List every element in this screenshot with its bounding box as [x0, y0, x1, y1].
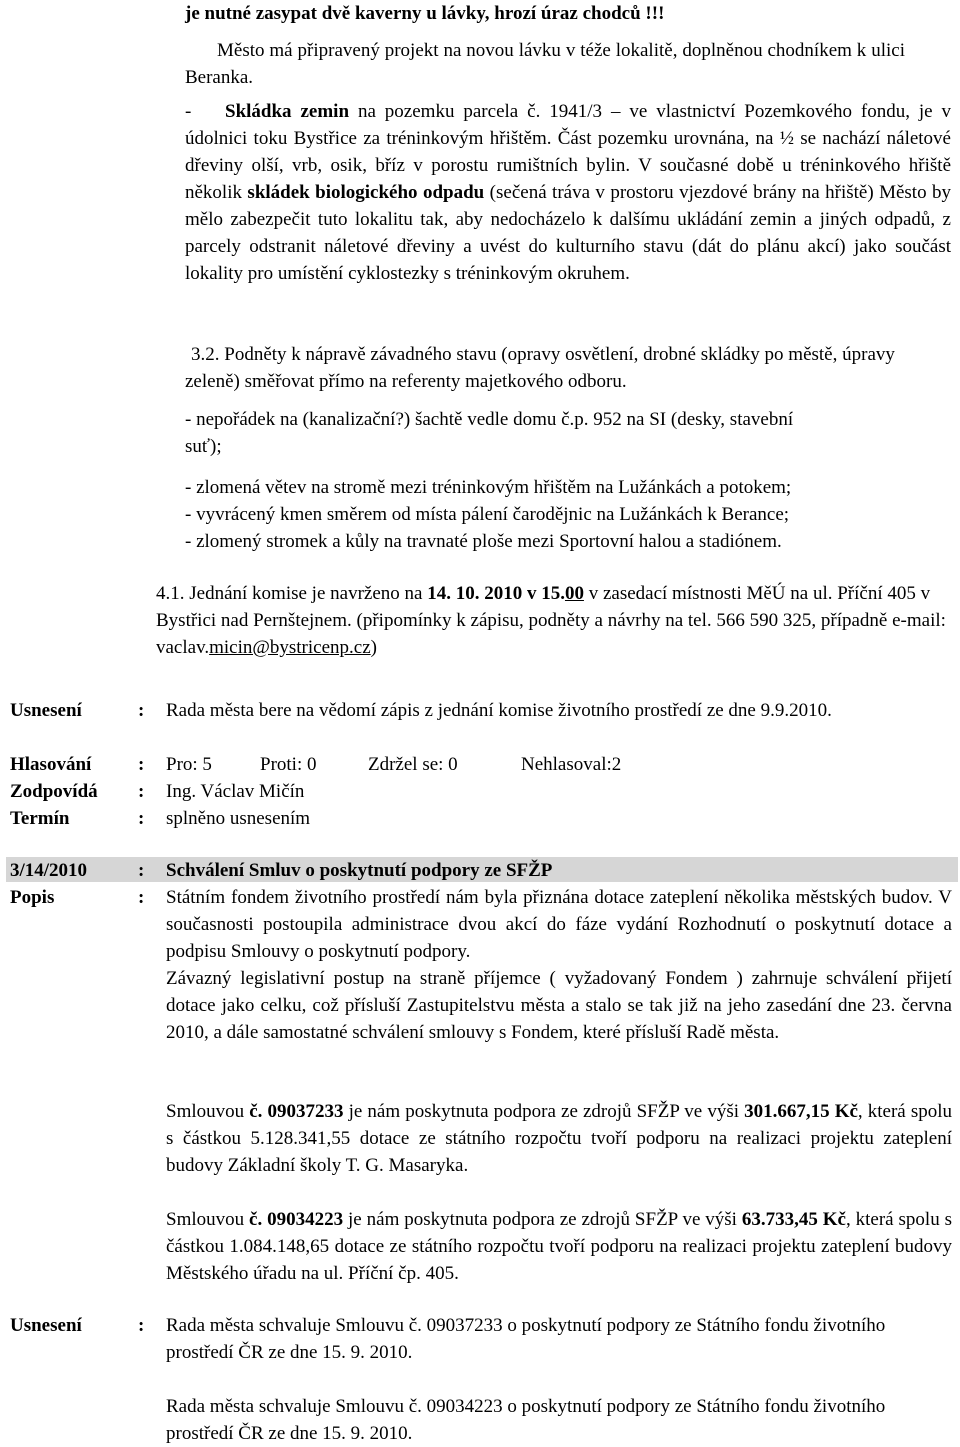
item-number: 3/14/2010	[10, 860, 88, 881]
contract-2-detail: , která spolu s částkou 1.084.148,65 dotace ze státního rozpočtu tvoří podporu na realizaci projektu zateplení budovy Městského úřadu na ul. Příční čp. 405.	[166, 1209, 952, 1284]
vote-zdrzel: Zdržel se: 0	[368, 754, 458, 775]
contract-2-amount: 63.733,45 Kč	[741, 1209, 846, 1230]
item-header-row	[10, 857, 952, 884]
label-hlasovani: Hlasování	[10, 754, 92, 775]
vote-pro: Pro: 5	[166, 754, 212, 775]
issue-list-item-3: - vyvrácený kmen směrem od místa pálení čarodějnic na Lužánkách k Berance;	[185, 504, 790, 525]
dump-text-2: (sečená tráva v prostoru vjezdové brány na hřiště) Město by mělo zabezpečit tuto lokalitu tak, aby nedocházelo k dalšímu ukládání zemin a jiných odpadů, z parcely odstranit náletové dřeviny a uvést do kulturního stavu (dát do plánu akcí) jako součást lokality pro umístění cyklostezky s tréninkovým okruhem.	[185, 182, 951, 284]
separator-colon: :	[138, 860, 145, 881]
contract-1-lead: Smlouvou	[166, 1101, 250, 1122]
contract-1-number: č. 09037233	[249, 1101, 344, 1122]
vote-row	[10, 751, 952, 778]
contract-1-text: je nám poskytnuta podpora ze zdrojů SFŽP ve výši	[343, 1101, 745, 1122]
resolution-text: Rada města bere na vědomí zápis z jednání komise životního prostředí ze dne 9.9.2010.	[166, 700, 832, 721]
vote-values	[166, 751, 952, 778]
dump-heading: Skládka zemin	[225, 101, 350, 122]
issue-list-item-4: - zlomený stromek a kůly na travnaté ploše mezi Sportovní halou a stadiónem.	[185, 531, 782, 552]
item-title: Schválení Smluv o poskytnutí podpory ze SFŽP	[166, 860, 553, 881]
separator-colon: :	[138, 808, 145, 829]
vote-nehlasoval: Nehlasoval:2	[521, 754, 622, 775]
label-zodpovida: Zodpovídá	[10, 781, 98, 802]
dump-text-1: na pozemku parcela č. 1941/3 – ve vlastnictví Pozemkového fondu, je v údolnici toku Bystřice za tréninkovým hřištěm. Část pozemku urovnána, na ½ se nachází náletové dřeviny olší, vrb, osik, bříz v porostu rumištních bylin. V současné době u tréninkového hřiště několik	[185, 101, 952, 203]
issue-list-item-2: - zlomená větev na stromě mezi tréninkovým hřištěm na Lužánkách a potokem;	[185, 477, 792, 498]
label-usneseni: Usnesení	[10, 1315, 82, 1336]
separator-colon: :	[138, 781, 145, 802]
separator-colon: :	[138, 887, 145, 908]
responsible-person: Ing. Václav Mičín	[166, 781, 305, 802]
separator-colon: :	[138, 700, 145, 721]
dash-marker: -	[185, 101, 192, 122]
contract-1-detail: , která spolu s částkou 5.128.341,55 dotace ze státního rozpočtu tvoří podporu na realizaci projektu zateplení budovy Základní školy T. G. Masaryka.	[166, 1101, 953, 1176]
label-popis: Popis	[10, 887, 55, 908]
responsible-row	[10, 778, 952, 805]
deadline-row	[10, 805, 952, 832]
description-paragraph-1: Státním fondem životního prostředí nám byla přiznána dotace zateplení několika městských budov. V současnosti postoupila administrace dvou akcí do fáze vydání Rozhodnutí o poskytnutí dotace a podpisu Smlouvy o poskytnutí podpory.	[166, 887, 952, 962]
warning-text: je nutné zasypat dvě kaverny u lávky, hrozí úraz chodců !!!	[185, 3, 665, 24]
description-paragraph-2: Závazný legislativní postup na straně příjemce ( vyžadovaný Fondem ) zahrnuje schválení přijetí dotace jako celku, což přísluší Zastupitelstvu města a stalo se tak již na jeho zasedání dne 23. června 2010, a dále samostatné schválení smlouvy s Fondem, které přísluší Radě města.	[166, 968, 952, 1043]
contract-2-text: je nám poskytnuta podpora ze zdrojů SFŽP ve výši	[343, 1209, 742, 1230]
separator-colon: :	[138, 1315, 145, 1336]
dump-paragraph	[185, 98, 951, 287]
resolution-2-row	[10, 1312, 952, 1366]
separator-colon: :	[138, 754, 145, 775]
meeting-date: 14. 10. 2010 v 15.	[427, 583, 565, 604]
paragraph-3-2	[185, 341, 925, 395]
contract-1-amount: 301.667,15 Kč	[744, 1101, 858, 1122]
issue-list-item-1: - nepořádek na (kanalizační?) šachtě vedle domu č.p. 952 na SI (desky, stavební suť);	[185, 409, 794, 457]
resolution-row	[10, 697, 952, 751]
meeting-time-minutes: 00	[564, 583, 584, 604]
label-usneseni: Usnesení	[10, 700, 82, 721]
p41-lead: 4.1. Jednání komise je navrženo na	[156, 583, 428, 604]
email-link[interactable]: micin@bystricenp.cz	[209, 637, 371, 658]
contract-2-paragraph	[166, 1206, 952, 1287]
p41-end: )	[370, 637, 377, 658]
deadline-value: splněno usnesením	[166, 808, 311, 829]
resolution-2-text-1: Rada města schvaluje Smlouvu č. 09037233 o poskytnutí podpory ze Státního fondu životního prostředí ČR ze dne 15. 9. 2010.	[166, 1315, 886, 1363]
paragraph-3-2-text: Podněty k nápravě závadného stavu (opravy osvětlení, drobné skládky po městě, úpravy zeleně) směřovat přímo na referenty majetkového odboru.	[185, 344, 895, 392]
bridge-project-paragraph: Město má připravený projekt na novou lávku v téže lokalitě, doplněnou chodníkem k ulici Beranka.	[185, 40, 905, 88]
vote-proti: Proti: 0	[260, 754, 317, 775]
resolution-2-text-2: Rada města schvaluje Smlouvu č. 09034223 o poskytnutí podpory ze Státního fondu životního prostředí ČR ze dne 15. 9. 2010.	[166, 1396, 886, 1444]
contract-2-number: č. 09034223	[249, 1209, 344, 1230]
paragraph-3-2-number: 3.2.	[191, 344, 220, 365]
contract-1-paragraph	[166, 1098, 952, 1179]
p41-body: v zasedací místnosti MěÚ na ul. Příční 405 v Bystřici nad Pernštejnem. (připomínky k zápisu, podněty a návrhy na tel. 566 590 325, případně e-mail: vaclav.	[156, 583, 946, 658]
label-termin: Termín	[10, 808, 70, 829]
dump-bold-text: skládek biologického odpadu	[247, 182, 485, 203]
contract-2-lead: Smlouvou	[166, 1209, 250, 1230]
paragraph-4-1	[156, 580, 956, 661]
